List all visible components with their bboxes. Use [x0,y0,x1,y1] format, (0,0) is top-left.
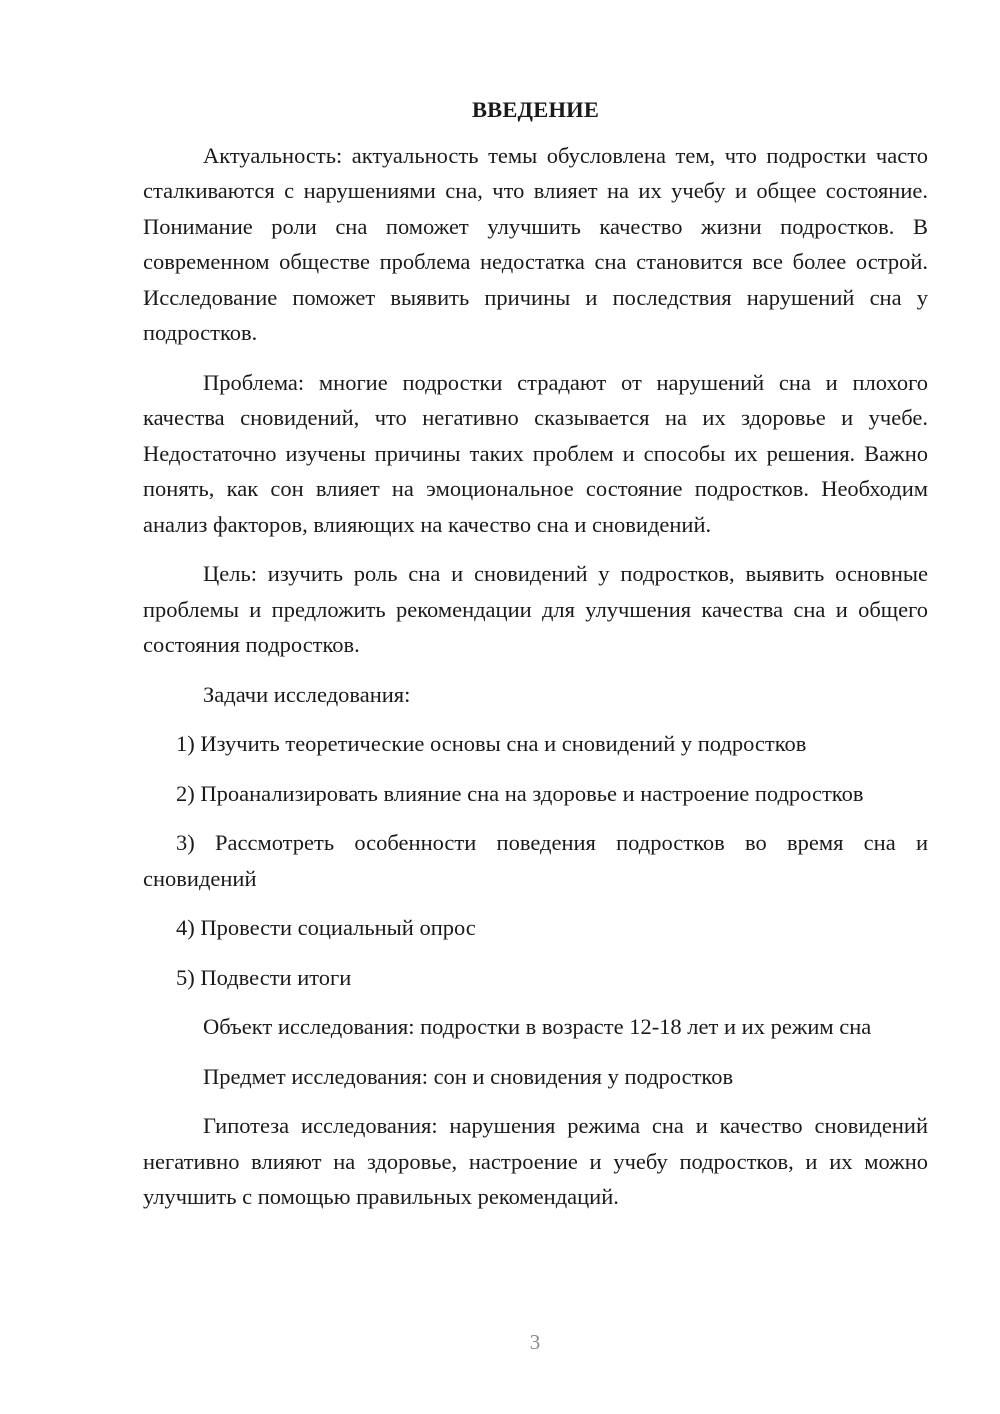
task-item-4: 4) Провести социальный опрос [176,915,476,940]
subject-paragraph: Предмет исследования: сон и сновидения у подростков [203,1063,734,1089]
task-item-3: 3) Рассмотреть особенности поведения подростков во время сна и сновидений [143,830,928,891]
relevance-paragraph: Актуальность: актуальность темы обусловлена тем, что подростки часто сталкиваются с нарушениями сна, что влияет на их учебу и общее состояние. Понимание роли сна поможет улучшить качество жизни подростков. В современном обществе проблема недостатка сна становится все более острой. Исследование поможет выявить причины и последствия нарушений сна у подростков. [143,142,928,345]
task-item-1: 1) Изучить теоретические основы сна и сновидений у подростков [176,731,807,756]
page-number: 3 [529,1330,541,1354]
task-item-5: 5) Подвести итоги [176,964,352,990]
problem-paragraph: Проблема: многие подростки страдают от нарушений сна и плохого качества сновидений, что негативно сказывается на их здоровье и учебе. Недостаточно изучены причины таких проблем и способы их решения. Важно понять, как сон влияет на эмоциональное состояние подростков. Необходим анализ факторов, влияющих на качество сна и сновидений. [143,369,928,537]
goal-paragraph: Цель: изучить роль сна и сновидений у подростков, выявить основные проблемы и предложить рекомендации для улучшения качества сна и общего состояния подростков. [143,561,928,657]
hypothesis-paragraph: Гипотеза исследования: нарушения режима сна и качество сновидений негативно влияют на здоровье, настроение и учебу подростков, и их можно улучшить с помощью правильных рекомендаций. [143,1113,928,1209]
tasks-heading: Задачи исследования: [203,681,411,707]
section-title: ВВЕДЕНИЕ [471,97,600,122]
object-paragraph: Объект исследования: подростки в возрасте 12-18 лет и их режим сна [203,1014,872,1039]
page-content [143,92,928,1215]
task-item-2: 2) Проанализировать влияние сна на здоровье и настроение подростков [176,780,864,806]
